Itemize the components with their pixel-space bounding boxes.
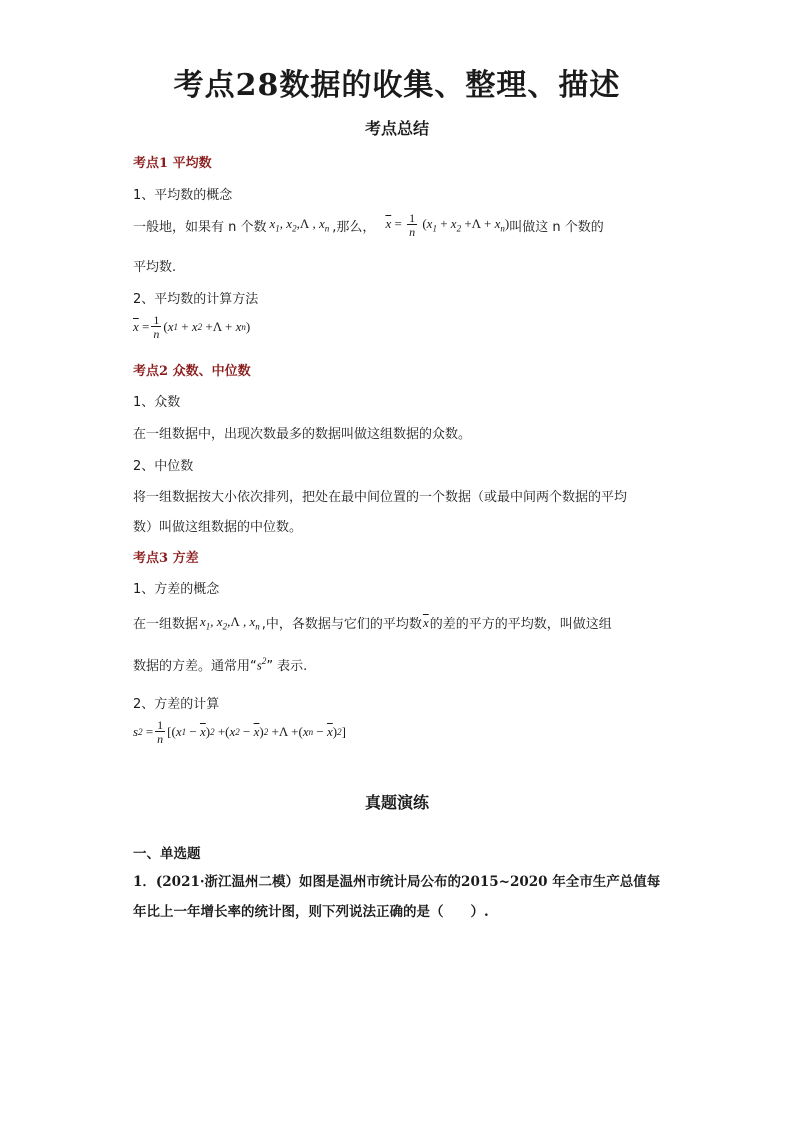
question-1-line-2: 年比上一年增长率的统计图，则下列说法正确的是（ ）. [133,904,489,920]
practice-title: 真题演练 [364,793,429,812]
mean-method-label: 2、平均数的计算方法 [133,292,259,307]
mean-definition-cont: 平均数. [133,260,177,275]
mode-definition: 在一组数据中，出现次数最多的数据叫做这组数据的众数。 [133,427,472,442]
mean-concept-label: 1、平均数的概念 [133,188,233,203]
mean-formula-inline: $\overline{x}$ = $\frac{1}{n}$ $(x_1 + x_2 +\Lambda + x_n)$ [385,211,510,239]
variance-symbol: $s^2$ [256,655,267,673]
mean-symbol: $\overline{x}$ [422,614,429,630]
data-list-formula-2: $x_1$, $x_2,\Lambda$ , $x_n$ [200,613,260,632]
mean-formula-block: $\overline{x}$ = $\frac{1}{n}$ ( x 1 + x 2 +Λ + x n ) [133,313,251,341]
question-1-line-1: 1．(2021·浙江温州二模）如图是温州市统计局公布的2015~2020 年全市生产总值每 [133,874,661,890]
median-definition: 将一组数据按大小依次排列，把处在最中间位置的一个数据（或最中间两个数据的平均 [133,490,628,505]
mean-definition-line: 一般地，如果有 n 个数 $x_1$, $x_2,\Lambda$ , $x_n$ ,那么， $\overline{x}$ = $\frac{1}{n}$ $(x_1 + x_2 +\Lambda + x_n)$ 叫做这 n 个数的 [133,211,604,239]
page-subtitle: 考点总结 [364,119,429,138]
variance-definition-line: 在一组数据 $x_1$, $x_2,\Lambda$ , $x_n$ ,中，各数据与它们的平均数 $\overline{x}$ 的差的平方的平均数，叫做这组 [133,613,612,632]
median-label: 2、中位数 [133,459,194,474]
variance-formula: s 2 = $\frac{1}{n}$ [( x 1 − $\overline{x}$ ) 2 +( x 2 − $\overline{x}$ ) 2 +Λ +( x n − $\overline{x}$ ) 2 ] [133,718,346,746]
variance-calc-label: 2、方差的计算 [133,697,220,712]
question-section-heading: 一、单选题 [133,846,201,862]
section-heading-mean: 考点1 平均数 [133,156,212,171]
section-heading-variance: 考点3 方差 [133,551,199,566]
median-definition-cont: 数）叫做这组数据的中位数。 [133,520,303,535]
variance-definition-cont: 数据的方差。通常用“ $s^2$ ” 表示. [133,655,308,674]
data-list-formula: $x_1$, $x_2,\Lambda$ , $x_n$ [269,216,330,234]
page-title: 考点28数据的收集、整理、描述 [173,68,621,103]
variance-concept-label: 1、方差的概念 [133,582,220,597]
mode-label: 1、众数 [133,395,181,410]
section-heading-mode-median: 考点2 众数、中位数 [133,364,251,379]
